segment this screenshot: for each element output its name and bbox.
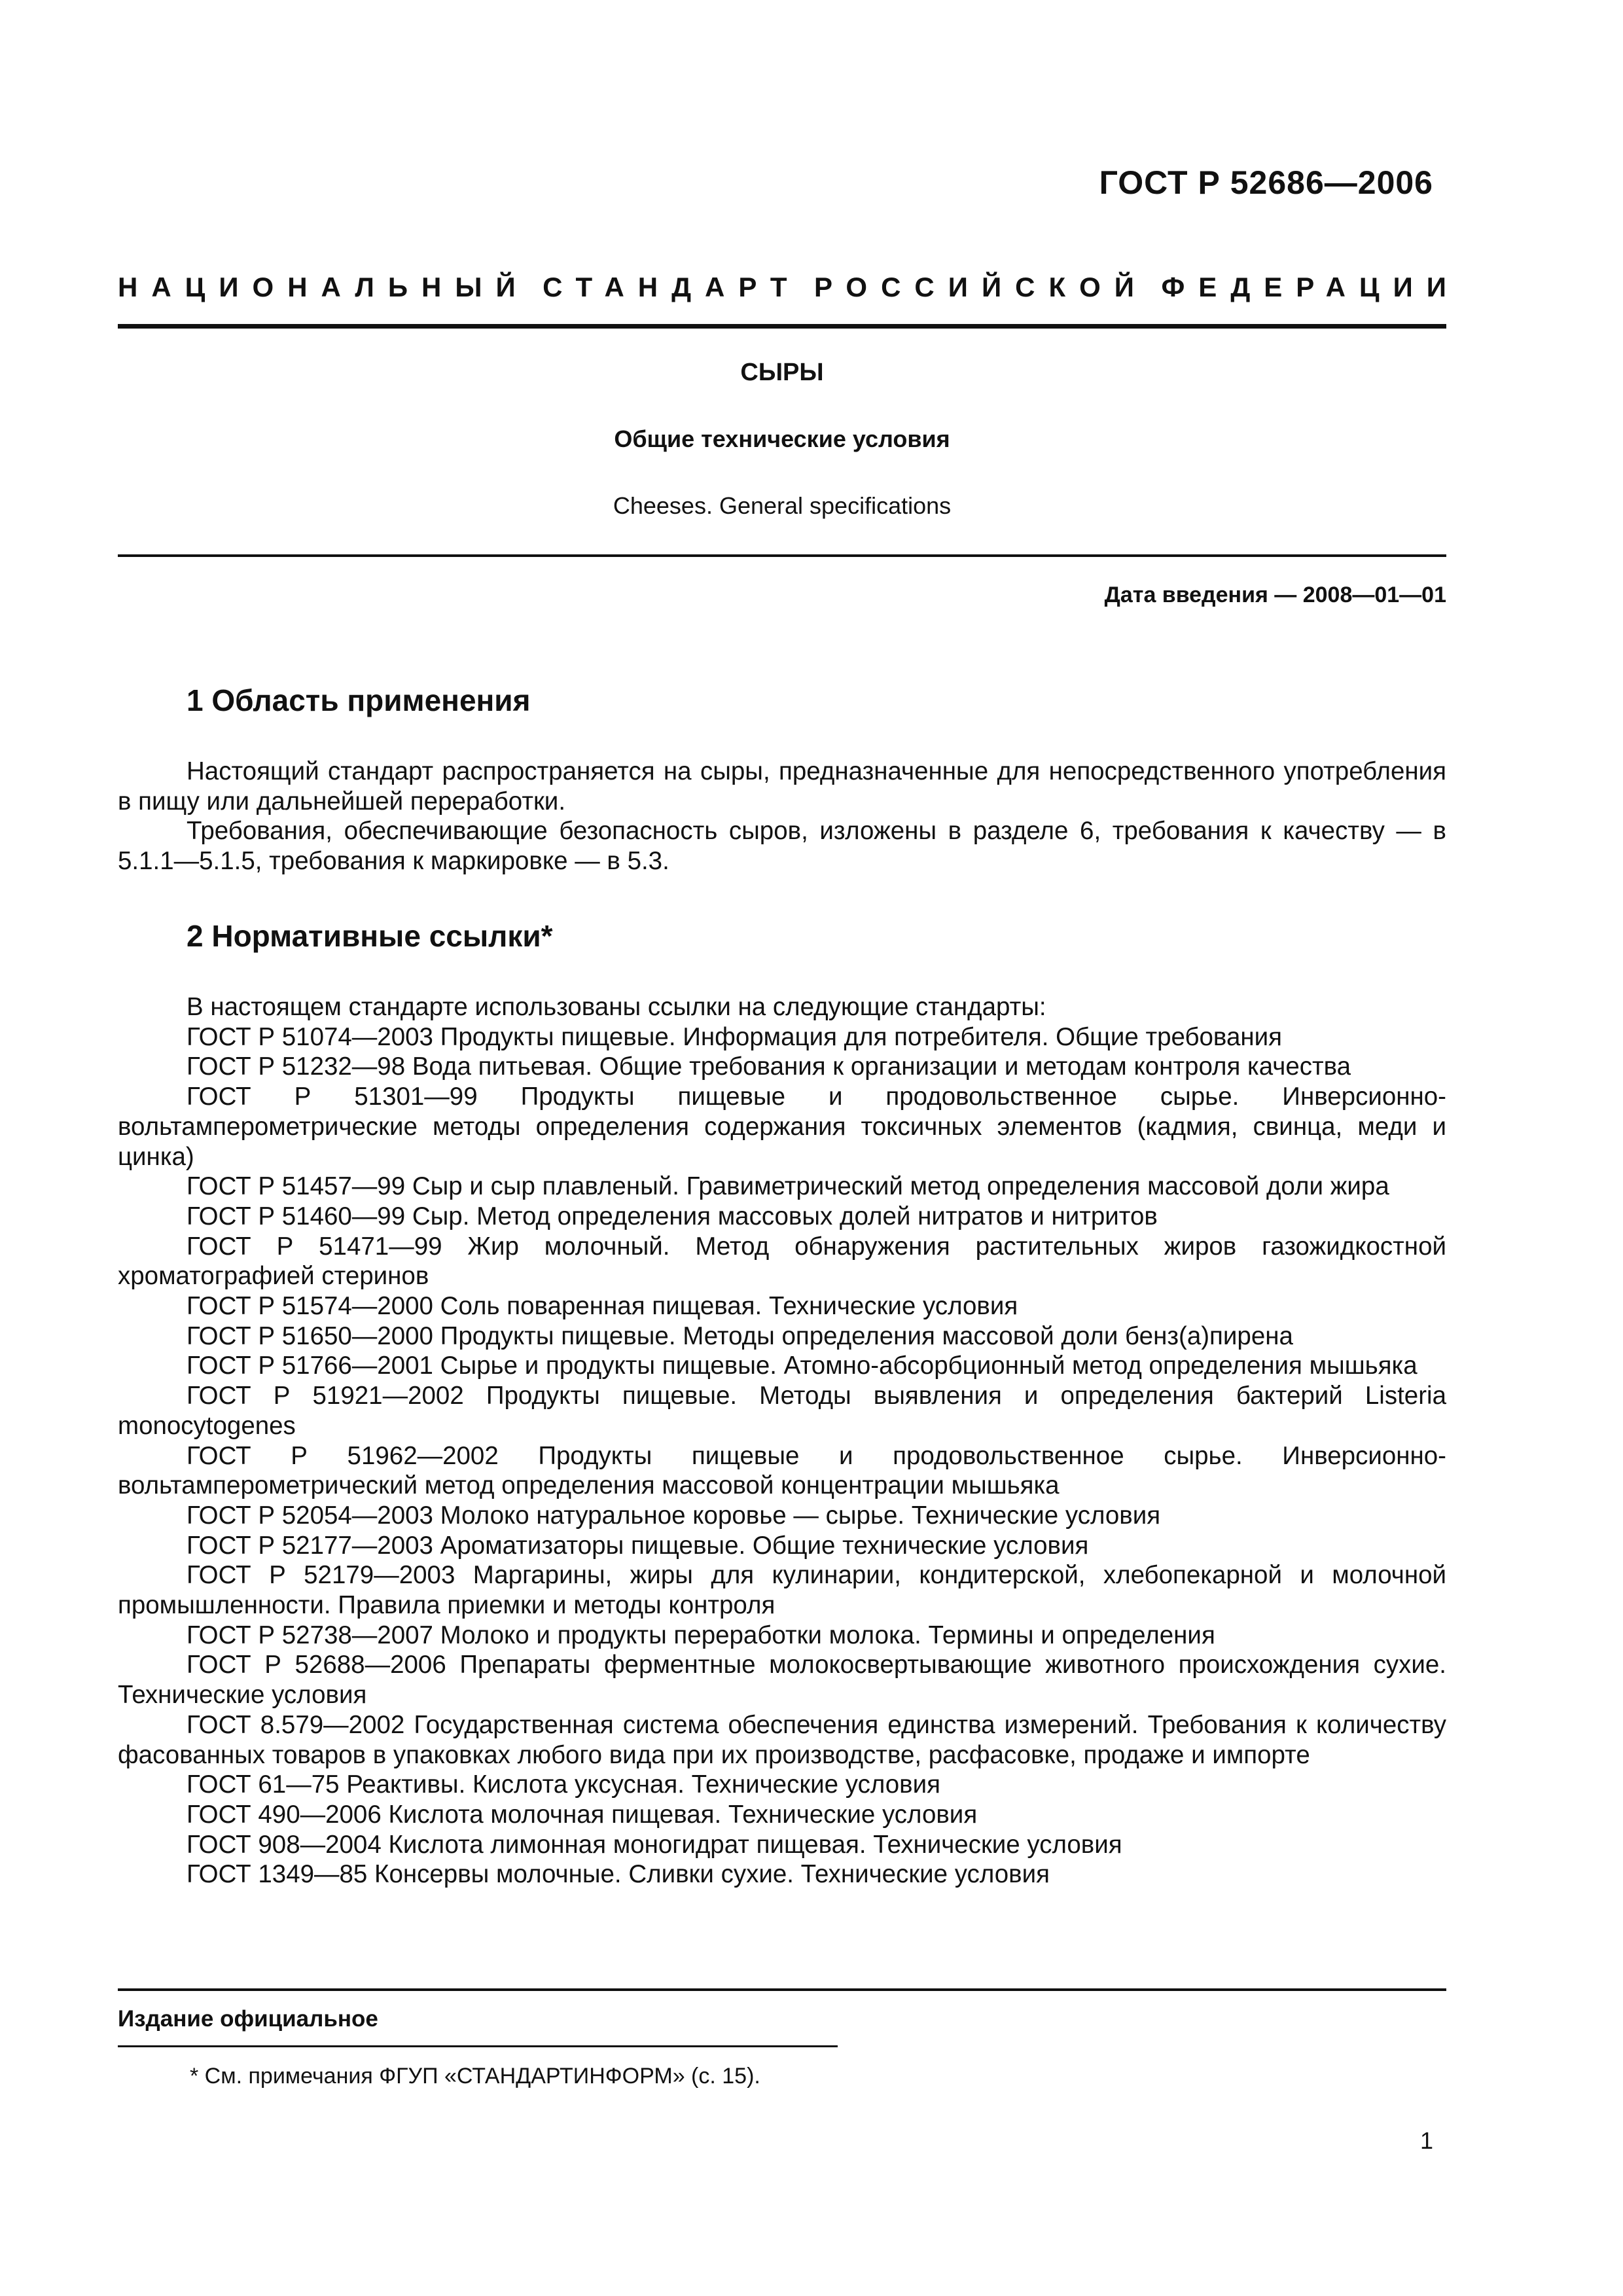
reference-item: ГОСТ Р 52738—2007 Молоко и продукты переработки молока. Термины и определения <box>187 1621 1215 1649</box>
reference-item: ГОСТ Р 51301—99 Продукты пищевые и продовольственное сырье. Инверсионно-вольтамперометрические методы определения содержания токсичных элементов (кадмия, свинца, меди и цинка) <box>118 1083 1446 1171</box>
reference-item: ГОСТ 1349—85 Консервы молочные. Сливки сухие. Технические условия <box>187 1860 1050 1889</box>
reference-item: ГОСТ 908—2004 Кислота лимонная моногидрат пищевая. Технические условия <box>187 1830 1122 1859</box>
reference-item: ГОСТ 8.579—2002 Государственная система обеспечения единства измерений. Требования к количеству фасованных товаров в упаковках любого вида при их производстве, расфасовке, продаже и импорте <box>118 1710 1446 1769</box>
section-1-heading: 1 Область применения <box>187 683 531 717</box>
national-standard-banner <box>118 272 1460 303</box>
reference-item: ГОСТ Р 51574—2000 Соль поваренная пищевая. Технические условия <box>187 1292 1018 1321</box>
reference-item: ГОСТ Р 52688—2006 Препараты ферментные молокосвертывающие животного происхождения сухие. Технические условия <box>118 1651 1446 1710</box>
reference-item: ГОСТ Р 52177—2003 Ароматизаторы пищевые. Общие технические условия <box>187 1531 1089 1560</box>
footnote-divider <box>118 2045 838 2047</box>
references-intro: В настоящем стандарте использованы ссылки на следующие стандарты: <box>187 993 1046 1021</box>
reference-item: ГОСТ Р 52179—2003 Маргарины, жиры для кулинарии, кондитерской, хлебопекарной и молочной промышленности. Правила приемки и методы контроля <box>118 1561 1446 1620</box>
standard-title: СЫРЫ <box>740 359 824 386</box>
reference-item: ГОСТ Р 51471—99 Жир молочный. Метод обнаружения растительных жиров газожидкостной хроматографией стеринов <box>118 1232 1446 1291</box>
reference-item: ГОСТ 490—2006 Кислота молочная пищевая. Технические условия <box>187 1800 978 1829</box>
banner-word: РОССИЙСКОЙ <box>813 272 1148 302</box>
banner-word: НАЦИОНАЛЬНЫЙ <box>118 272 529 302</box>
footnote: * См. примечания ФГУП «СТАНДАРТИНФОРМ» (с. 15). <box>190 2064 760 2089</box>
introduction-date: Дата введения — 2008—01—01 <box>1104 583 1446 607</box>
document-number: ГОСТ Р 52686—2006 <box>1099 164 1433 201</box>
reference-item: ГОСТ Р 51921—2002 Продукты пищевые. Методы выявления и определения бактерий Listeria monocytogenes <box>118 1382 1446 1440</box>
reference-item: ГОСТ Р 51962—2002 Продукты пищевые и продовольственное сырье. Инверсионно-вольтамперометрический метод определения массовой концентрации мышьяка <box>118 1441 1446 1500</box>
reference-item: ГОСТ Р 51650—2000 Продукты пищевые. Методы определения массовой доли бенз(а)пирена <box>187 1321 1293 1350</box>
reference-item: ГОСТ Р 51766—2001 Сырье и продукты пищевые. Атомно-абсорбционный метод определения мышьяка <box>187 1352 1418 1380</box>
banner-word: ФЕДЕРАЦИИ <box>1161 272 1460 302</box>
footer-divider <box>118 1988 1446 1991</box>
standard-english-title: Cheeses. General specifications <box>613 492 952 519</box>
header-divider <box>118 324 1446 329</box>
section-2-heading: 2 Нормативные ссылки* <box>187 919 553 953</box>
title-divider <box>118 554 1446 557</box>
reference-item: ГОСТ 61—75 Реактивы. Кислота уксусная. Технические условия <box>187 1770 940 1799</box>
official-edition-label: Издание официальное <box>118 2006 378 2032</box>
page-number: 1 <box>1419 2127 1433 2154</box>
reference-item: ГОСТ Р 52054—2003 Молоко натуральное коровье — сырье. Технические условия <box>187 1501 1161 1530</box>
reference-item: ГОСТ Р 51232—98 Вода питьевая. Общие требования к организации и методам контроля качества <box>187 1052 1351 1081</box>
standard-subtitle: Общие технические условия <box>614 425 950 452</box>
paragraph: Требования, обеспечивающие безопасность сыров, изложены в разделе 6, требования к качеству — в 5.1.1—5.1.5, требования к маркировке — в 5.3. <box>118 817 1446 876</box>
paragraph: Настоящий стандарт распространяется на сыры, предназначенные для непосредственного употребления в пищу или дальнейшей переработки. <box>118 757 1446 816</box>
reference-item: ГОСТ Р 51074—2003 Продукты пищевые. Информация для потребителя. Общие требования <box>187 1022 1282 1051</box>
banner-word: СТАНДАРТ <box>543 272 801 302</box>
section-1-body <box>118 757 1446 876</box>
reference-item: ГОСТ Р 51457—99 Сыр и сыр плавленый. Гравиметрический метод определения массовой доли жира <box>187 1172 1389 1201</box>
reference-item: ГОСТ Р 51460—99 Сыр. Метод определения массовых долей нитратов и нитритов <box>187 1202 1158 1230</box>
normative-references-list <box>118 992 1446 1890</box>
